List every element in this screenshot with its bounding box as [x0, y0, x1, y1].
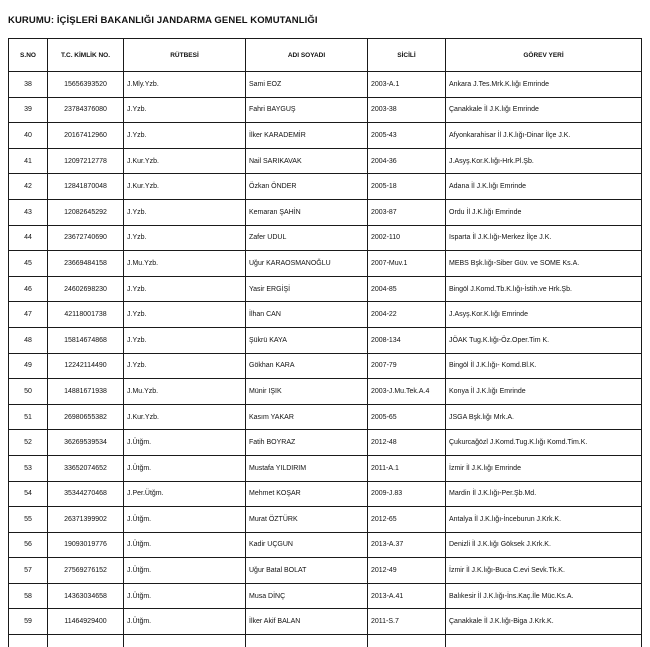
cell-registry: 2013-A.41 [368, 583, 446, 609]
table-row [9, 404, 642, 430]
cell-name: Gökhan KARA [246, 353, 368, 379]
cell-tc-no: 14363034658 [48, 583, 124, 609]
cell-rank: J.Per.Ütğm. [124, 481, 246, 507]
cell-tc-no: 11464929400 [48, 609, 124, 635]
cell-name: Zafer UDUL [246, 225, 368, 251]
cell-rank: J.Mu.Yzb. [124, 379, 246, 405]
column-header-duty-station: GÖREV YERİ [446, 39, 642, 72]
cell-sno: 59 [9, 609, 48, 635]
table-row [9, 379, 642, 405]
cell-duty-station: Denizli İl J.K.lığı Göksek J.Krk.K. [446, 532, 642, 558]
table-row [9, 148, 642, 174]
cell-sno: 55 [9, 507, 48, 533]
cell-duty-station: Bingöl J.Komd.Tb.K.lığı-İstih.ve Hrk.Şb. [446, 276, 642, 302]
cell-tc-no: 12242114490 [48, 353, 124, 379]
table-row [9, 225, 642, 251]
cell-rank: J.Yzb. [124, 353, 246, 379]
cell-name: İlker KARADEMİR [246, 123, 368, 149]
cell-rank: J.Ütğm. [124, 507, 246, 533]
cell-tc-no: 23784376080 [48, 97, 124, 123]
cell-duty-station: Çanakkale İl J.K.lığı Emrinde [446, 97, 642, 123]
cell-registry: 2005-65 [368, 404, 446, 430]
column-header-name: ADI SOYADI [246, 39, 368, 72]
table-row [9, 558, 642, 584]
cell-sno: 48 [9, 327, 48, 353]
cell-duty-station: MEBS Bşk.lığı-Siber Güv. ve SOME Ks.A. [446, 251, 642, 277]
cell-registry: 2007-Muv.1 [368, 251, 446, 277]
cell-duty-station: Çukurcağözl J.Komd.Tug.K.lığı Komd.Tim.K. [446, 430, 642, 456]
cell-sno: 58 [9, 583, 48, 609]
column-header-registry: SİCİLİ [368, 39, 446, 72]
table-row [9, 635, 642, 647]
cell-rank: J.Ütğm. [124, 532, 246, 558]
cell-sno: 44 [9, 225, 48, 251]
cell-tc-no: 27569276152 [48, 558, 124, 584]
cell-tc-no: 36269539534 [48, 430, 124, 456]
cell-sno: 46 [9, 276, 48, 302]
cell-rank: J.Ütğm. [124, 609, 246, 635]
cell-duty-station: Bingöl İl J.K.lığı- Komd.Bl.K. [446, 353, 642, 379]
cell-name: Münir IŞIK [246, 379, 368, 405]
column-header-sno: S.NO [9, 39, 48, 72]
cell-name: Fahri BAYGUŞ [246, 97, 368, 123]
cell-name: İlker Akif BALAN [246, 609, 368, 635]
cell-registry: 2003-A.1 [368, 72, 446, 98]
cell-registry: 2003-38 [368, 97, 446, 123]
table-row [9, 276, 642, 302]
cell-name: Kasım YAKAR [246, 404, 368, 430]
table-row [9, 302, 642, 328]
cell-registry: 2013-A.37 [368, 532, 446, 558]
cell-duty-station: Konya İl J.K.lığı Emrinde [446, 379, 642, 405]
cell-name: Şükrü KAYA [246, 327, 368, 353]
table-row [9, 327, 642, 353]
cell-duty-station: Ankara J.Tes.Mrk.K.lığı Emrinde [446, 72, 642, 98]
column-header-tc-no: T.C. KİMLİK NO. [48, 39, 124, 72]
cell-name: Mustafa YILDIRIM [246, 455, 368, 481]
cell-sno: 38 [9, 72, 48, 98]
cell-tc-no: 24602698230 [48, 276, 124, 302]
cell-rank: J.Ütğm. [124, 583, 246, 609]
cell-registry: 2005-43 [368, 123, 446, 149]
cell-registry [368, 635, 446, 647]
cell-tc-no: 12082645292 [48, 199, 124, 225]
cell-sno: 47 [9, 302, 48, 328]
cell-duty-station: Afyonkarahisar İl J.K.lığı-Dinar İlçe J.K. [446, 123, 642, 149]
table-body [9, 72, 642, 647]
table-row [9, 430, 642, 456]
cell-rank [124, 635, 246, 647]
cell-duty-station: Antalya İl J.K.lığı-İnceburun J.Krk.K. [446, 507, 642, 533]
cell-duty-station: Çanakkale İl J.K.lığı-Biga J.Krk.K. [446, 609, 642, 635]
cell-sno: 45 [9, 251, 48, 277]
cell-name: Kadir UÇGUN [246, 532, 368, 558]
cell-tc-no: 19093019776 [48, 532, 124, 558]
cell-sno: 50 [9, 379, 48, 405]
document-header: KURUMU: İÇİŞLERİ BAKANLIĞI JANDARMA GENEL KOMUTANLIĞI [8, 15, 318, 26]
cell-name: Uğur Batal BOLAT [246, 558, 368, 584]
cell-registry: 2005-18 [368, 174, 446, 200]
cell-name: Nail SARIKAVAK [246, 148, 368, 174]
cell-duty-station: JSGA Bşk.lığı Mrk.A. [446, 404, 642, 430]
cell-tc-no: 12097212778 [48, 148, 124, 174]
column-header-rank: RÜTBESİ [124, 39, 246, 72]
cell-duty-station: Adana İl J.K.lığı Emrinde [446, 174, 642, 200]
cell-rank: J.Yzb. [124, 225, 246, 251]
cell-duty-station: İzmir İl J.K.lığı-Buca C.evi Sevk.Tk.K. [446, 558, 642, 584]
cell-tc-no: 20167412960 [48, 123, 124, 149]
cell-rank: J.Yzb. [124, 199, 246, 225]
cell-registry: 2012-49 [368, 558, 446, 584]
cell-tc-no: 14881671938 [48, 379, 124, 405]
table-row [9, 583, 642, 609]
cell-registry: 2011-S.7 [368, 609, 446, 635]
cell-tc-no: 35344270468 [48, 481, 124, 507]
cell-tc-no: 42118001738 [48, 302, 124, 328]
cell-name: Musa DİNÇ [246, 583, 368, 609]
cell-rank: J.Yzb. [124, 123, 246, 149]
cell-rank: J.Yzb. [124, 276, 246, 302]
cell-registry: 2002-110 [368, 225, 446, 251]
cell-sno: 43 [9, 199, 48, 225]
cell-sno: 54 [9, 481, 48, 507]
table-row [9, 174, 642, 200]
table-row [9, 123, 642, 149]
cell-rank: J.Ütğm. [124, 430, 246, 456]
cell-registry: 2003-87 [368, 199, 446, 225]
cell-rank: J.Kur.Yzb. [124, 148, 246, 174]
cell-sno: 39 [9, 97, 48, 123]
cell-rank: J.Yzb. [124, 327, 246, 353]
cell-sno: 53 [9, 455, 48, 481]
cell-registry: 2003-J.Mu.Tek.A.4 [368, 379, 446, 405]
cell-sno: 42 [9, 174, 48, 200]
cell-duty-station: Balıkesir İl J.K.lığı-İns.Kaç.İle Müc.Ks.A. [446, 583, 642, 609]
cell-registry: 2011-A.1 [368, 455, 446, 481]
cell-sno [9, 635, 48, 647]
cell-duty-station: İzmir İl J.K.lığı Emrinde [446, 455, 642, 481]
cell-registry: 2007-79 [368, 353, 446, 379]
cell-registry: 2004-85 [368, 276, 446, 302]
cell-registry: 2008-134 [368, 327, 446, 353]
cell-sno: 40 [9, 123, 48, 149]
cell-duty-station: Mardin İl J.K.lığı-Per.Şb.Md. [446, 481, 642, 507]
cell-tc-no: 26980655382 [48, 404, 124, 430]
cell-tc-no: 23672740690 [48, 225, 124, 251]
cell-rank: J.Kur.Yzb. [124, 174, 246, 200]
cell-tc-no: 23669484158 [48, 251, 124, 277]
cell-rank: J.Mu.Yzb. [124, 251, 246, 277]
cell-sno: 49 [9, 353, 48, 379]
cell-name: İlhan CAN [246, 302, 368, 328]
cell-duty-station: Isparta İl J.K.lığı-Merkez İlçe J.K. [446, 225, 642, 251]
table-row [9, 532, 642, 558]
cell-name: Sami EOZ [246, 72, 368, 98]
cell-registry: 2004-22 [368, 302, 446, 328]
cell-name [246, 635, 368, 647]
cell-sno: 57 [9, 558, 48, 584]
cell-rank: J.Kur.Yzb. [124, 404, 246, 430]
cell-name: Kemaran ŞAHİN [246, 199, 368, 225]
cell-tc-no [48, 635, 124, 647]
cell-tc-no: 15656393520 [48, 72, 124, 98]
cell-duty-station [446, 635, 642, 647]
cell-duty-station: JÖAK Tug.K.lığı-Öz.Oper.Tim K. [446, 327, 642, 353]
cell-registry: 2004-36 [368, 148, 446, 174]
table-row [9, 72, 642, 98]
cell-tc-no: 33652074652 [48, 455, 124, 481]
cell-rank: J.Yzb. [124, 302, 246, 328]
table-row [9, 251, 642, 277]
cell-registry: 2009-J.83 [368, 481, 446, 507]
cell-rank: J.Yzb. [124, 97, 246, 123]
cell-tc-no: 12841870048 [48, 174, 124, 200]
cell-sno: 41 [9, 148, 48, 174]
cell-tc-no: 26371399902 [48, 507, 124, 533]
table-row [9, 97, 642, 123]
cell-name: Yasir ERGİŞİ [246, 276, 368, 302]
cell-rank: J.Mly.Yzb. [124, 72, 246, 98]
table-row [9, 507, 642, 533]
cell-registry: 2012-48 [368, 430, 446, 456]
cell-name: Uğur KARAOSMANOĞLU [246, 251, 368, 277]
cell-duty-station: J.Asyş.Kor.K.lığı Emrinde [446, 302, 642, 328]
cell-name: Özkan ÖNDER [246, 174, 368, 200]
table-row [9, 609, 642, 635]
cell-sno: 51 [9, 404, 48, 430]
cell-name: Fatih BOYRAZ [246, 430, 368, 456]
cell-duty-station: J.Asyş.Kor.K.lığı-Hrk.Pl.Şb. [446, 148, 642, 174]
cell-tc-no: 15814674868 [48, 327, 124, 353]
table-row [9, 455, 642, 481]
personnel-table [8, 38, 642, 647]
table-row [9, 353, 642, 379]
cell-sno: 56 [9, 532, 48, 558]
cell-name: Mehmet KOŞAR [246, 481, 368, 507]
table-row [9, 199, 642, 225]
cell-rank: J.Ütğm. [124, 558, 246, 584]
cell-rank: J.Ütğm. [124, 455, 246, 481]
cell-name: Murat ÖZTÜRK [246, 507, 368, 533]
cell-sno: 52 [9, 430, 48, 456]
cell-duty-station: Ordu İl J.K.lığı Emrinde [446, 199, 642, 225]
table-header-row [9, 39, 642, 72]
table-row [9, 481, 642, 507]
cell-registry: 2012-65 [368, 507, 446, 533]
